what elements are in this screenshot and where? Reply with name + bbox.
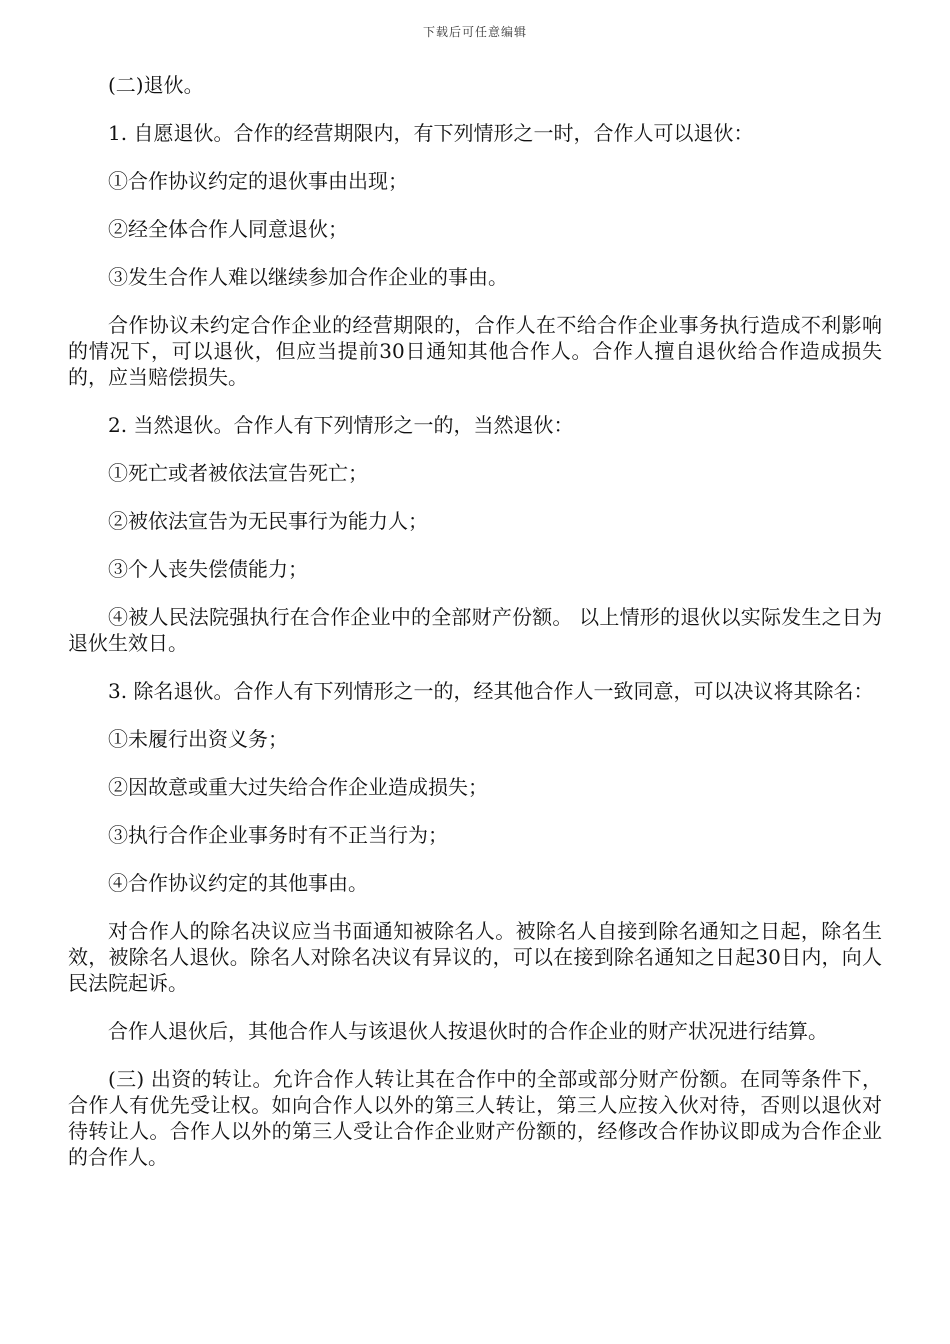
list-item: ②经全体合作人同意退伙； [108, 217, 348, 241]
body-paragraph: 合作人退伙后，其他合作人与该退伙人按退伙时的合作企业的财产状况进行结算。 [108, 1019, 828, 1043]
page-header: 下载后可任意编辑 [422, 25, 527, 39]
list-item: ②被依法宣告为无民事行为能力人； [108, 509, 428, 533]
list-item: ④合作协议约定的其他事由。 [108, 871, 368, 895]
list-item: ①死亡或者被依法宣告死亡； [108, 461, 368, 485]
section-capital-transfer: (三) 出资的转让。允许合作人转让其在合作中的全部或部分财产份额。在同等条件下，合作人有优先受让权。如向合作人以外的第三人转让，第三人应按入伙对待，否则以退伙对待转让人。合作人以外的第三人受让合作企业财产份额的，经修改合作协议即成为合作企业的合作人。 [68, 1067, 882, 1169]
clause-expulsion-withdrawal: 3. 除名退伙。合作人有下列情形之一的，经其他合作人一致同意，可以决议将其除名： [108, 679, 874, 703]
section-heading-withdrawal: (二)退伙。 [108, 73, 204, 97]
list-item: ③个人丧失偿债能力； [108, 557, 308, 581]
list-item: ③发生合作人难以继续参加合作企业的事由。 [108, 265, 508, 289]
list-item: ②因故意或重大过失给合作企业造成损失； [108, 775, 488, 799]
list-item: ③执行合作企业事务时有不正当行为； [108, 823, 448, 847]
body-paragraph: 合作协议未约定合作企业的经营期限的，合作人在不给合作企业事务执行造成不利影响的情况下，可以退伙，但应当提前30日通知其他合作人。合作人擅自退伙给合作造成损失的，应当赔偿损失。 [68, 313, 882, 389]
clause-voluntary-withdrawal: 1. 自愿退伙。合作的经营期限内，有下列情形之一时，合作人可以退伙： [108, 121, 754, 145]
list-item: ④被人民法院强执行在合作企业中的全部财产份额。 以上情形的退伙以实际发生之日为退伙生效日。 [68, 605, 882, 655]
document-body [68, 72, 882, 1192]
clause-automatic-withdrawal: 2. 当然退伙。合作人有下列情形之一的，当然退伙： [108, 413, 574, 437]
body-paragraph: 对合作人的除名决议应当书面通知被除名人。被除名人自接到除名通知之日起，除名生效，被除名人退伙。除名人对除名决议有异议的，可以在接到除名通知之日起30日内，向人民法院起诉。 [68, 919, 882, 995]
list-item: ①合作协议约定的退伙事由出现； [108, 169, 408, 193]
list-item: ①未履行出资义务； [108, 727, 288, 751]
